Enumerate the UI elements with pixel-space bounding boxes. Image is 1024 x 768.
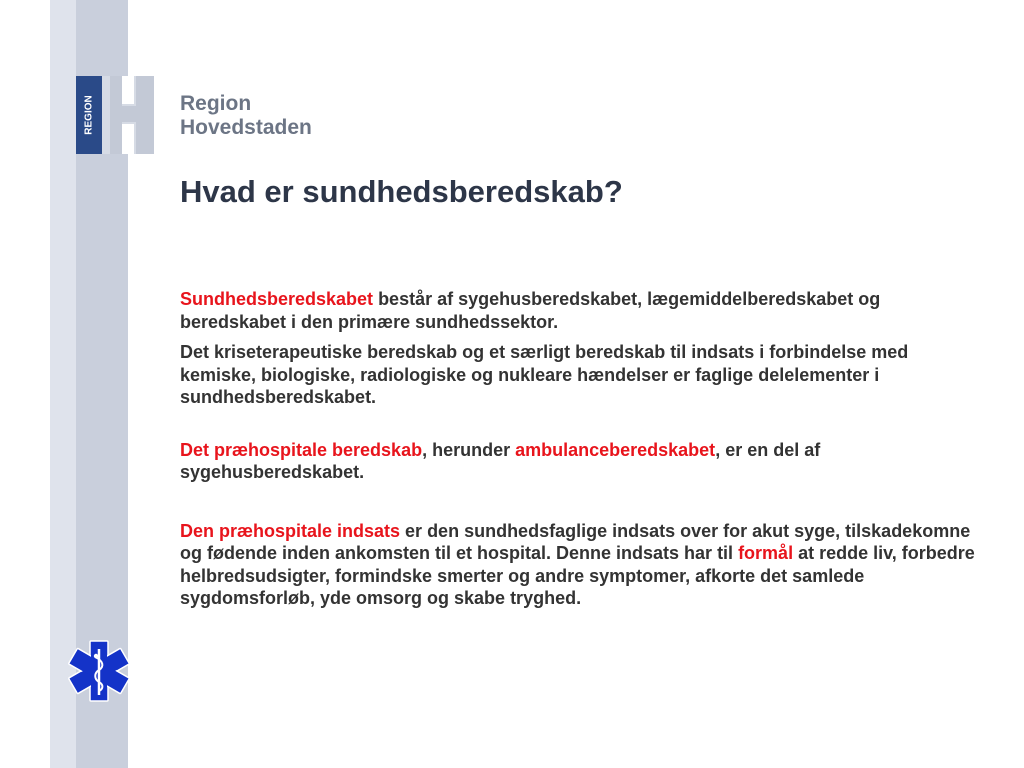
- region-h-logo-icon: [76, 76, 156, 154]
- organization-name-line1: Region: [180, 92, 252, 115]
- organization-name-line2: Hovedstaden: [180, 116, 312, 139]
- highlight-term: formål: [738, 543, 794, 563]
- page-title: Hvad er sundhedsberedskab?: [180, 174, 623, 209]
- highlight-term: Den præhospitale indsats: [180, 520, 401, 541]
- paragraph-text: , herunder: [422, 439, 516, 460]
- slide-content: [180, 288, 980, 610]
- paragraph-3: [180, 439, 980, 484]
- paragraph-text: er den sundhedsfaglige indsats over for akut syge, tilskadekomne og fødende inden ankomsten til et hospital. Denne indsats har til: [180, 520, 971, 563]
- logo-badge-text: REGION: [83, 95, 95, 135]
- paragraph-text: at redde liv, forbedre helbredsudsigter, formindske smerter og andre symptomer, afkorte det samlede sygdomsforløb, yde omsorg og skabe tryghed.: [180, 543, 975, 608]
- paragraph-text: Det kriseterapeutiske beredskab og et særligt beredskab til indsats i forbindelse med kemiske, biologiske, radiologiske og nukleare hændelser er faglige delelementer i sundhedsberedskabet.: [180, 342, 909, 407]
- highlight-term: Det præhospitale beredskab: [180, 439, 423, 460]
- paragraph-4: [180, 520, 980, 610]
- paragraph-text: , er en del af sygehusberedskabet.: [180, 439, 821, 482]
- highlight-term: ambulanceberedskabet: [515, 439, 716, 460]
- highlight-term: Sundhedsberedskabet: [180, 289, 374, 309]
- paragraph-text: består af sygehusberedskabet, lægemiddelberedskabet og beredskabet i den primære sundhedssektor.: [180, 289, 881, 332]
- paragraph-2: [180, 341, 980, 409]
- organization-name: [180, 92, 312, 140]
- star-of-life-icon: [68, 640, 130, 702]
- paragraph-1: [180, 288, 980, 333]
